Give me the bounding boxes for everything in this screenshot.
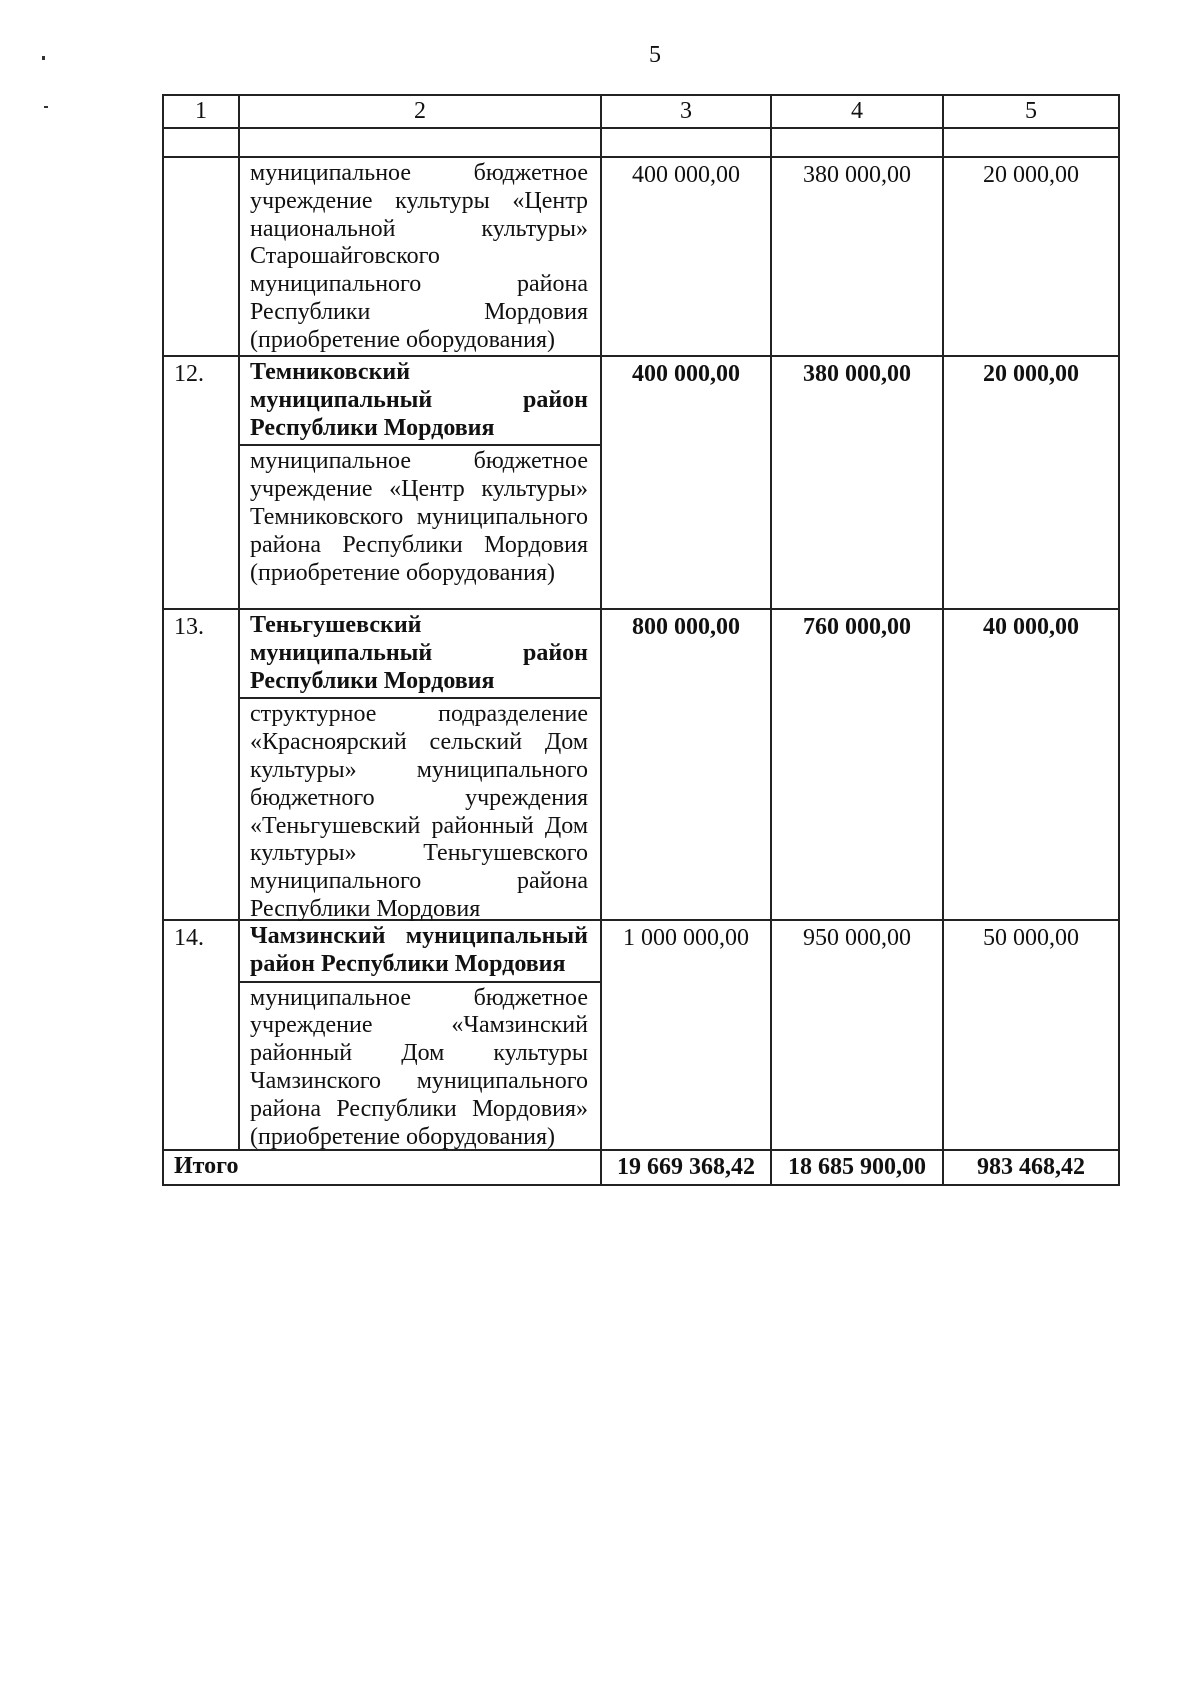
header-cell: 5: [1025, 98, 1037, 124]
institution-cell: [240, 610, 602, 922]
scan-mark: [42, 56, 45, 60]
district-name: Теньгушевский муниципальный район Республики Мордовия: [240, 610, 600, 699]
value-col5: 20 000,00: [983, 361, 1079, 387]
institution-name: муниципальное бюджетное учреждение культуры «Центр национальной культуры» Старошайговского муниципального района Республики Мордовия (приобретение оборудования): [250, 160, 588, 353]
table-row: [164, 921, 1118, 1151]
table-row: [164, 158, 1118, 357]
value-col5: 20 000,00: [983, 162, 1079, 188]
header-cell: 2: [240, 96, 602, 127]
value-col3: 400 000,00: [602, 158, 772, 355]
row-index: 14.: [164, 921, 240, 1149]
total-col3: 19 669 368,42: [602, 1151, 772, 1184]
page-number: 5: [649, 42, 661, 68]
value-col4: 950 000,00: [772, 921, 944, 1149]
total-col4: 18 685 900,00: [772, 1151, 944, 1184]
header-cell: 3: [602, 96, 772, 127]
header-cell: 1: [164, 96, 240, 127]
table-header: [164, 96, 1118, 129]
value-col3: 400 000,00: [602, 357, 772, 608]
value-col5: 40 000,00: [983, 614, 1079, 640]
value-col4: 380 000,00: [772, 357, 944, 608]
value-col5: 50 000,00: [983, 925, 1079, 951]
table-row: [164, 610, 1118, 921]
institution-cell: [240, 357, 602, 608]
institution-name: структурное подразделение «Красноярский сельский Дом культуры» муниципального бюджетного учреждения «Теньгушевский районный Дом культуры» Теньгушевского муниципального района Республики Мордовия: [250, 701, 588, 922]
value-col3: 800 000,00: [602, 610, 772, 919]
value-col4: 760 000,00: [772, 610, 944, 919]
row-index: 12.: [164, 357, 240, 608]
header-cell: 4: [772, 96, 944, 127]
total-row: [164, 1151, 1118, 1184]
scan-mark: [44, 106, 48, 108]
total-col5: 983 468,42: [977, 1154, 1085, 1180]
district-name: Темниковский муниципальный район Республики Мордовия: [240, 357, 600, 446]
district-name: Чамзинский муниципальный район Республики Мордовия: [240, 921, 600, 983]
budget-table: [162, 94, 1120, 1186]
institution-cell: [240, 921, 602, 1149]
table-row: [164, 357, 1118, 610]
table-spacer-row: [164, 129, 1118, 158]
value-col3: 1 000 000,00: [602, 921, 772, 1149]
institution-name: муниципальное бюджетное учреждение «Чамзинский районный Дом культуры Чамзинского муниципального района Республики Мордовия» (приобретение оборудования): [250, 984, 588, 1150]
row-index: [164, 158, 240, 355]
institution-name: муниципальное бюджетное учреждение «Центр культуры» Темниковского муниципального района Республики Мордовия (приобретение оборудования): [250, 448, 588, 586]
total-label: Итого: [164, 1151, 602, 1184]
institution-cell: [240, 158, 602, 355]
row-index: 13.: [164, 610, 240, 919]
value-col4: 380 000,00: [772, 158, 944, 355]
